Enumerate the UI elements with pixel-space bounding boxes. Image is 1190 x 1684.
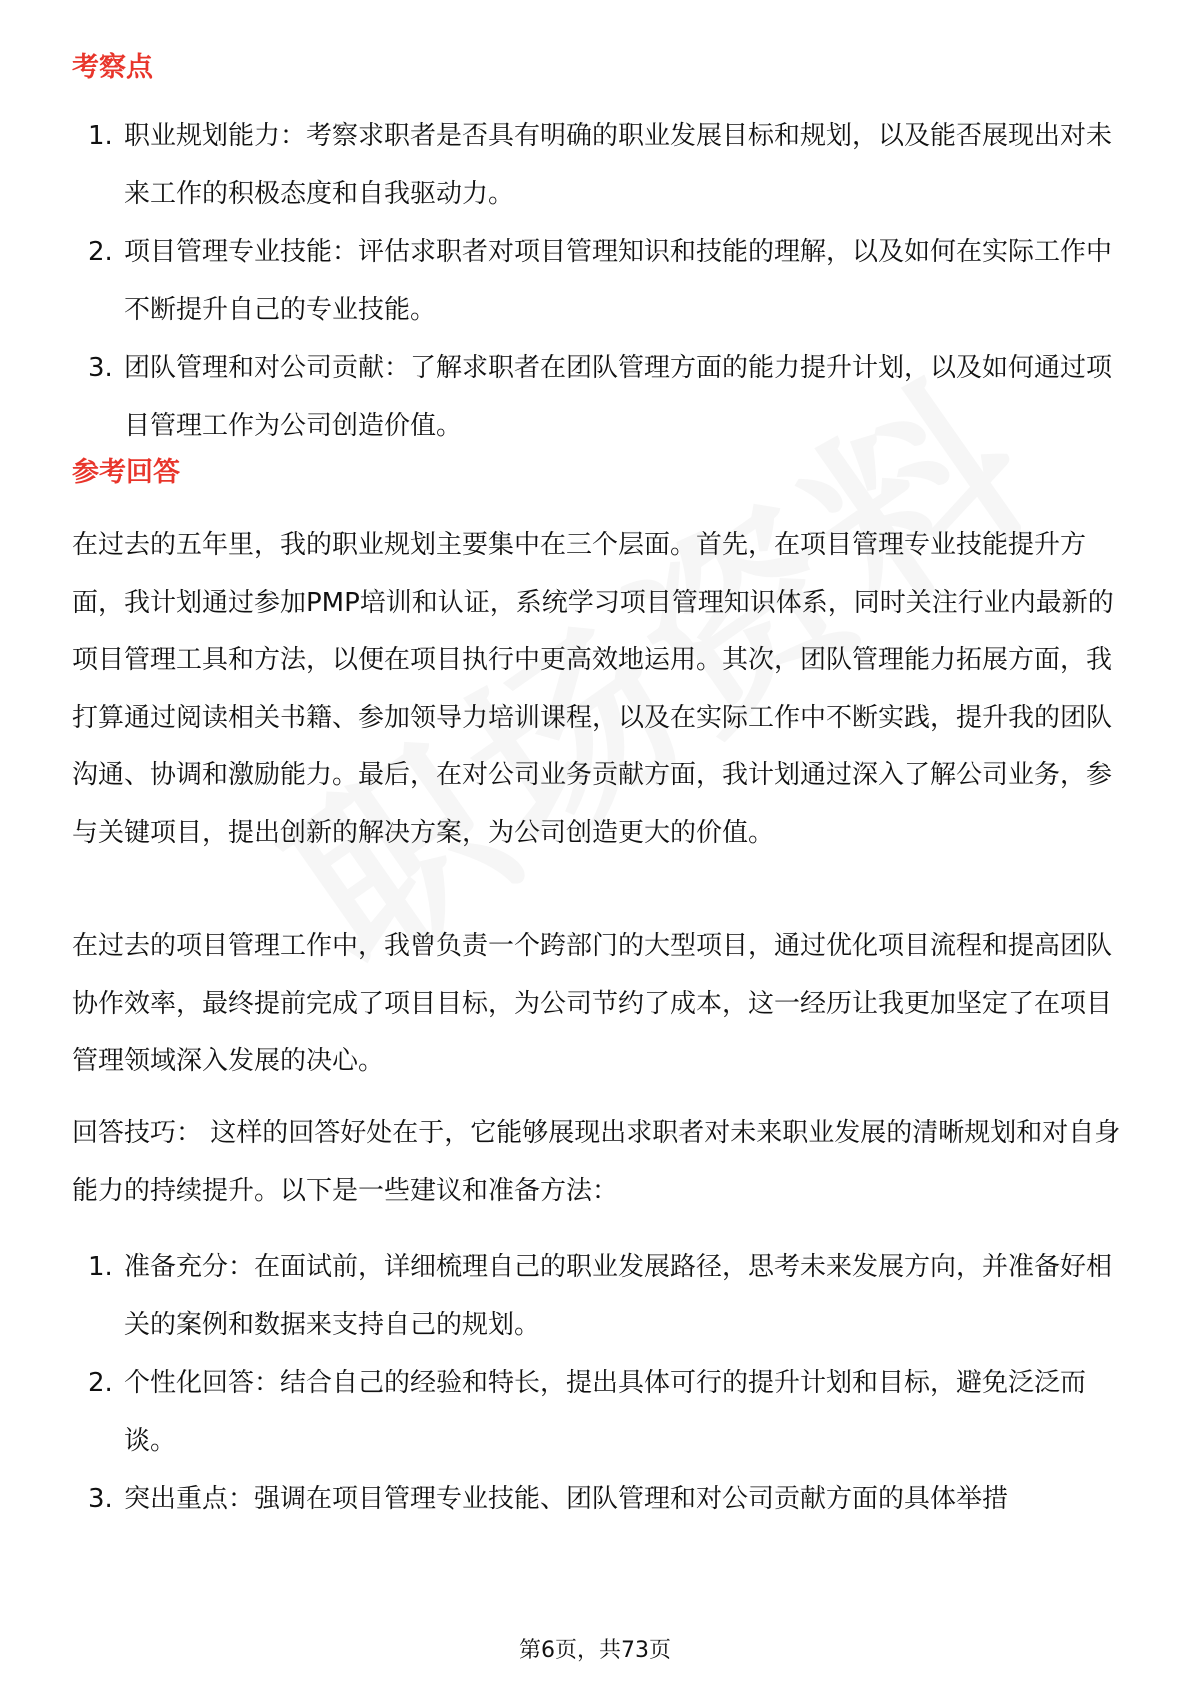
list-number: 3.	[88, 1484, 113, 1514]
list-item	[72, 1470, 1122, 1528]
list-number: 1.	[88, 121, 113, 151]
list-item-text: 突出重点：强调在项目管理专业技能、团队管理和对公司贡献方面的具体举措	[124, 1484, 1009, 1514]
answer-tips-intro: 回答技巧： 这样的回答好处在于，它能够展现出求职者对未来职业发展的清晰规划和对自身能力的持续提升。以下是一些建议和准备方法：	[72, 1118, 1121, 1206]
list-item-text: 准备充分：在面试前，详细梳理自己的职业发展路径，思考未来发展方向，并准备好相关的案例和数据来支持自己的规划。	[124, 1252, 1113, 1340]
list-number: 1.	[88, 1252, 113, 1282]
section-heading-cankao: 参考回答	[72, 457, 180, 488]
list-item-text: 个性化回答：结合自己的经验和特长，提出具体可行的提升计划和目标，避免泛泛而谈。	[124, 1368, 1087, 1456]
list-item	[72, 339, 1122, 455]
list-number: 3.	[88, 353, 113, 383]
answer-paragraph-2: 在过去的项目管理工作中，我曾负责一个跨部门的大型项目，通过优化项目流程和提高团队协作效率，最终提前完成了项目目标，为公司节约了成本，这一经历让我更加坚定了在项目管理领域深入发展的决心。	[72, 931, 1113, 1076]
list-number: 2.	[88, 237, 113, 267]
list-item	[72, 1238, 1122, 1354]
page-number-footer: 第6页，共73页	[519, 1638, 671, 1663]
list-number: 2.	[88, 1368, 113, 1398]
list-item-text: 职业规划能力：考察求职者是否具有明确的职业发展目标和规划，以及能否展现出对未来工作的积极态度和自我驱动力。	[124, 121, 1113, 209]
list-item	[72, 107, 1122, 223]
list-item	[72, 1354, 1122, 1470]
list-item-text: 团队管理和对公司贡献：了解求职者在团队管理方面的能力提升计划，以及如何通过项目管理工作为公司创造价值。	[124, 353, 1113, 441]
kaocha-list	[72, 107, 1122, 455]
list-item	[72, 223, 1122, 339]
answer-paragraph-1: 在过去的五年里，我的职业规划主要集中在三个层面。首先，在项目管理专业技能提升方面，我计划通过参加PMP培训和认证，系统学习项目管理知识体系，同时关注行业内最新的项目管理工具和方法，以便在项目执行中更高效地运用。其次，团队管理能力拓展方面，我打算通过阅读相关书籍、参加领导力培训课程，以及在实际工作中不断实践，提升我的团队沟通、协调和激励能力。最后，在对公司业务贡献方面，我计划通过深入了解公司业务，参与关键项目，提出创新的解决方案，为公司创造更大的价值。	[72, 530, 1114, 848]
section-heading-kaocha: 考察点	[72, 52, 153, 83]
list-item-text: 项目管理专业技能：评估求职者对项目管理知识和技能的理解，以及如何在实际工作中不断提升自己的专业技能。	[124, 237, 1113, 325]
tips-list	[72, 1238, 1122, 1528]
